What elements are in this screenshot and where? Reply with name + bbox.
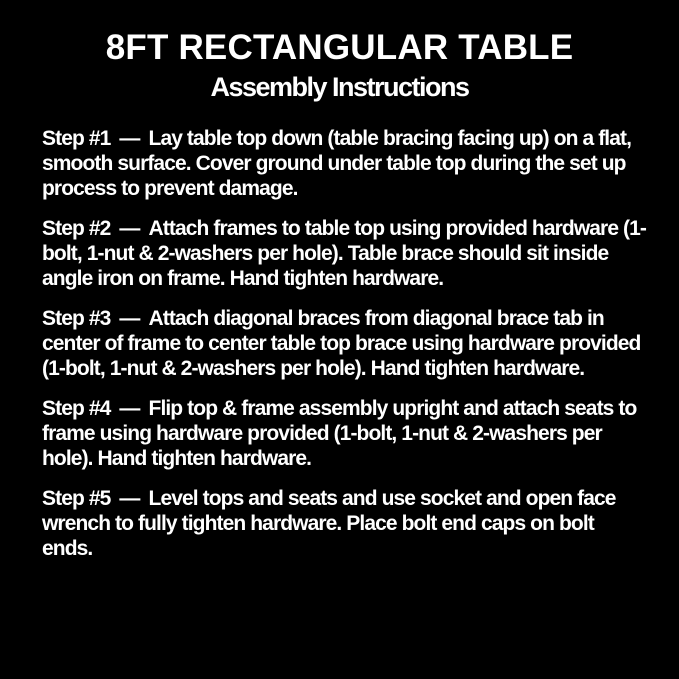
page-subtitle: Assembly Instructions <box>210 72 469 102</box>
step-item <box>42 126 647 201</box>
step-label: Step #3 <box>42 307 111 330</box>
em-dash: — <box>119 397 140 420</box>
step-label: Step #5 <box>42 487 111 510</box>
step-item <box>42 216 647 291</box>
step-text: Attach diagonal braces from diagonal brace tab in center of frame to center table top brace using hardware provided (1-bolt, 1-nut & 2-washers per hole). Hand tighten hardware. <box>42 307 641 380</box>
step-item <box>42 486 647 561</box>
step-text: Attach frames to table top using provided hardware (1-bolt, 1-nut & 2-washers per hole). Table brace should sit inside angle iron on frame. Hand tighten hardware. <box>42 217 646 290</box>
header <box>0 0 679 104</box>
page-title: 8FT RECTANGULAR TABLE <box>105 28 574 67</box>
step-text: Flip top & frame assembly upright and attach seats to frame using hardware provided (1-bolt, 1-nut & 2-washers per hole). Hand tighten hardware. <box>42 397 637 470</box>
step-label: Step #4 <box>42 397 111 420</box>
step-label: Step #2 <box>42 217 111 240</box>
em-dash: — <box>119 307 140 330</box>
em-dash: — <box>119 487 140 510</box>
step-item <box>42 396 647 471</box>
step-item <box>42 306 647 381</box>
step-text: Lay table top down (table bracing facing up) on a flat, smooth surface. Cover ground under table top during the set up process to prevent damage. <box>42 127 632 200</box>
steps-list <box>0 104 679 561</box>
em-dash: — <box>119 217 140 240</box>
em-dash: — <box>119 127 140 150</box>
step-text: Level tops and seats and use socket and open face wrench to fully tighten hardware. Place bolt end caps on bolt ends. <box>42 487 616 560</box>
step-label: Step #1 <box>42 127 111 150</box>
